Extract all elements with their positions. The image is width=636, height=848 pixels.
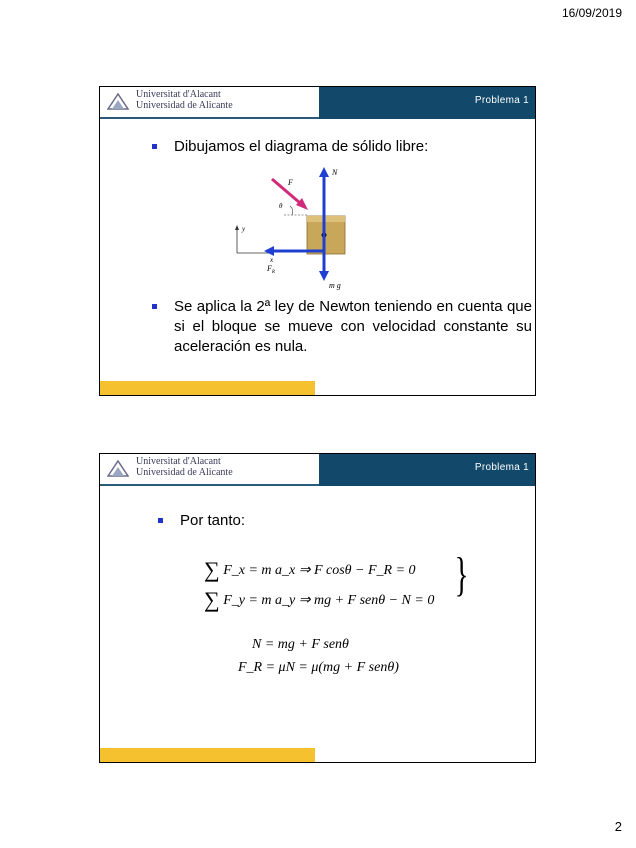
summation-symbol: ∑ [204, 587, 220, 612]
equation-friction-force: F_R = μN = μ(mg + F senθ) [238, 660, 399, 675]
bullet-square-icon [152, 144, 157, 149]
university-line-2: Universidad de Alicante [136, 467, 233, 478]
bullet-newton-law [152, 297, 532, 357]
university-name [136, 89, 233, 111]
bullet-square-icon [152, 304, 157, 309]
friction-force-label: $F_R$ [267, 264, 275, 275]
weight-arrowhead-icon [319, 271, 329, 281]
block-top-shade [307, 216, 345, 222]
slide-1 [99, 86, 536, 396]
equation-text: F_y = m a_y ⇒ mg + F senθ − N = 0 [223, 593, 435, 608]
friction-force-arrowhead-icon [264, 246, 274, 256]
university-name [136, 456, 233, 478]
normal-force-label: N [332, 168, 338, 177]
angle-arc [290, 206, 293, 215]
print-date: 16/09/2019 [561, 6, 622, 20]
equation-text: F_x = m a_x ⇒ F cosθ − F_R = 0 [223, 563, 416, 578]
slide-header [100, 454, 535, 486]
applied-force-vector [272, 179, 300, 203]
y-axis-label: y [242, 225, 246, 233]
normal-force-arrowhead-icon [319, 167, 329, 177]
university-line-2: Universidad de Alicante [136, 100, 233, 111]
bullet-diagram-intro [152, 137, 532, 157]
equation-sum-fx [204, 554, 416, 580]
equation-sum-fy [204, 584, 434, 610]
slide-header [100, 87, 535, 119]
bullet-text: Se aplica la 2ª ley de Newton teniendo en cuenta que si el bloque se mueve con velocidad constante su aceleración es nula. [174, 298, 532, 355]
free-body-diagram [232, 163, 412, 291]
x-axis-label: x [270, 256, 274, 264]
university-logo-icon [107, 91, 129, 111]
bullet-text: Por tanto: [180, 512, 246, 529]
equation-normal-force: N = mg + F senθ [252, 637, 349, 652]
slide-title: Problema 1 [474, 95, 529, 106]
university-line-1: Universitat d'Alacant [136, 456, 221, 467]
angle-label: θ [279, 202, 283, 210]
bullet-text: Dibujamos el diagrama de sólido libre: [174, 138, 429, 155]
weight-label: m g [329, 281, 341, 290]
university-logo-icon [107, 458, 129, 478]
footer-accent-bar [100, 748, 315, 762]
applied-force-label: F [288, 178, 293, 187]
slide-2 [99, 453, 536, 763]
header-title-bar [319, 454, 535, 486]
summation-symbol: ∑ [204, 557, 220, 582]
page-number: 2 [614, 819, 622, 834]
footer-accent-bar [100, 381, 315, 395]
header-title-bar [319, 87, 535, 119]
slide-title: Problema 1 [474, 462, 529, 473]
bullet-por-tanto [158, 511, 458, 531]
university-line-1: Universitat d'Alacant [136, 89, 221, 100]
bullet-square-icon [158, 518, 163, 523]
system-brace: } [454, 548, 469, 601]
y-axis-arrow-icon [235, 225, 239, 230]
